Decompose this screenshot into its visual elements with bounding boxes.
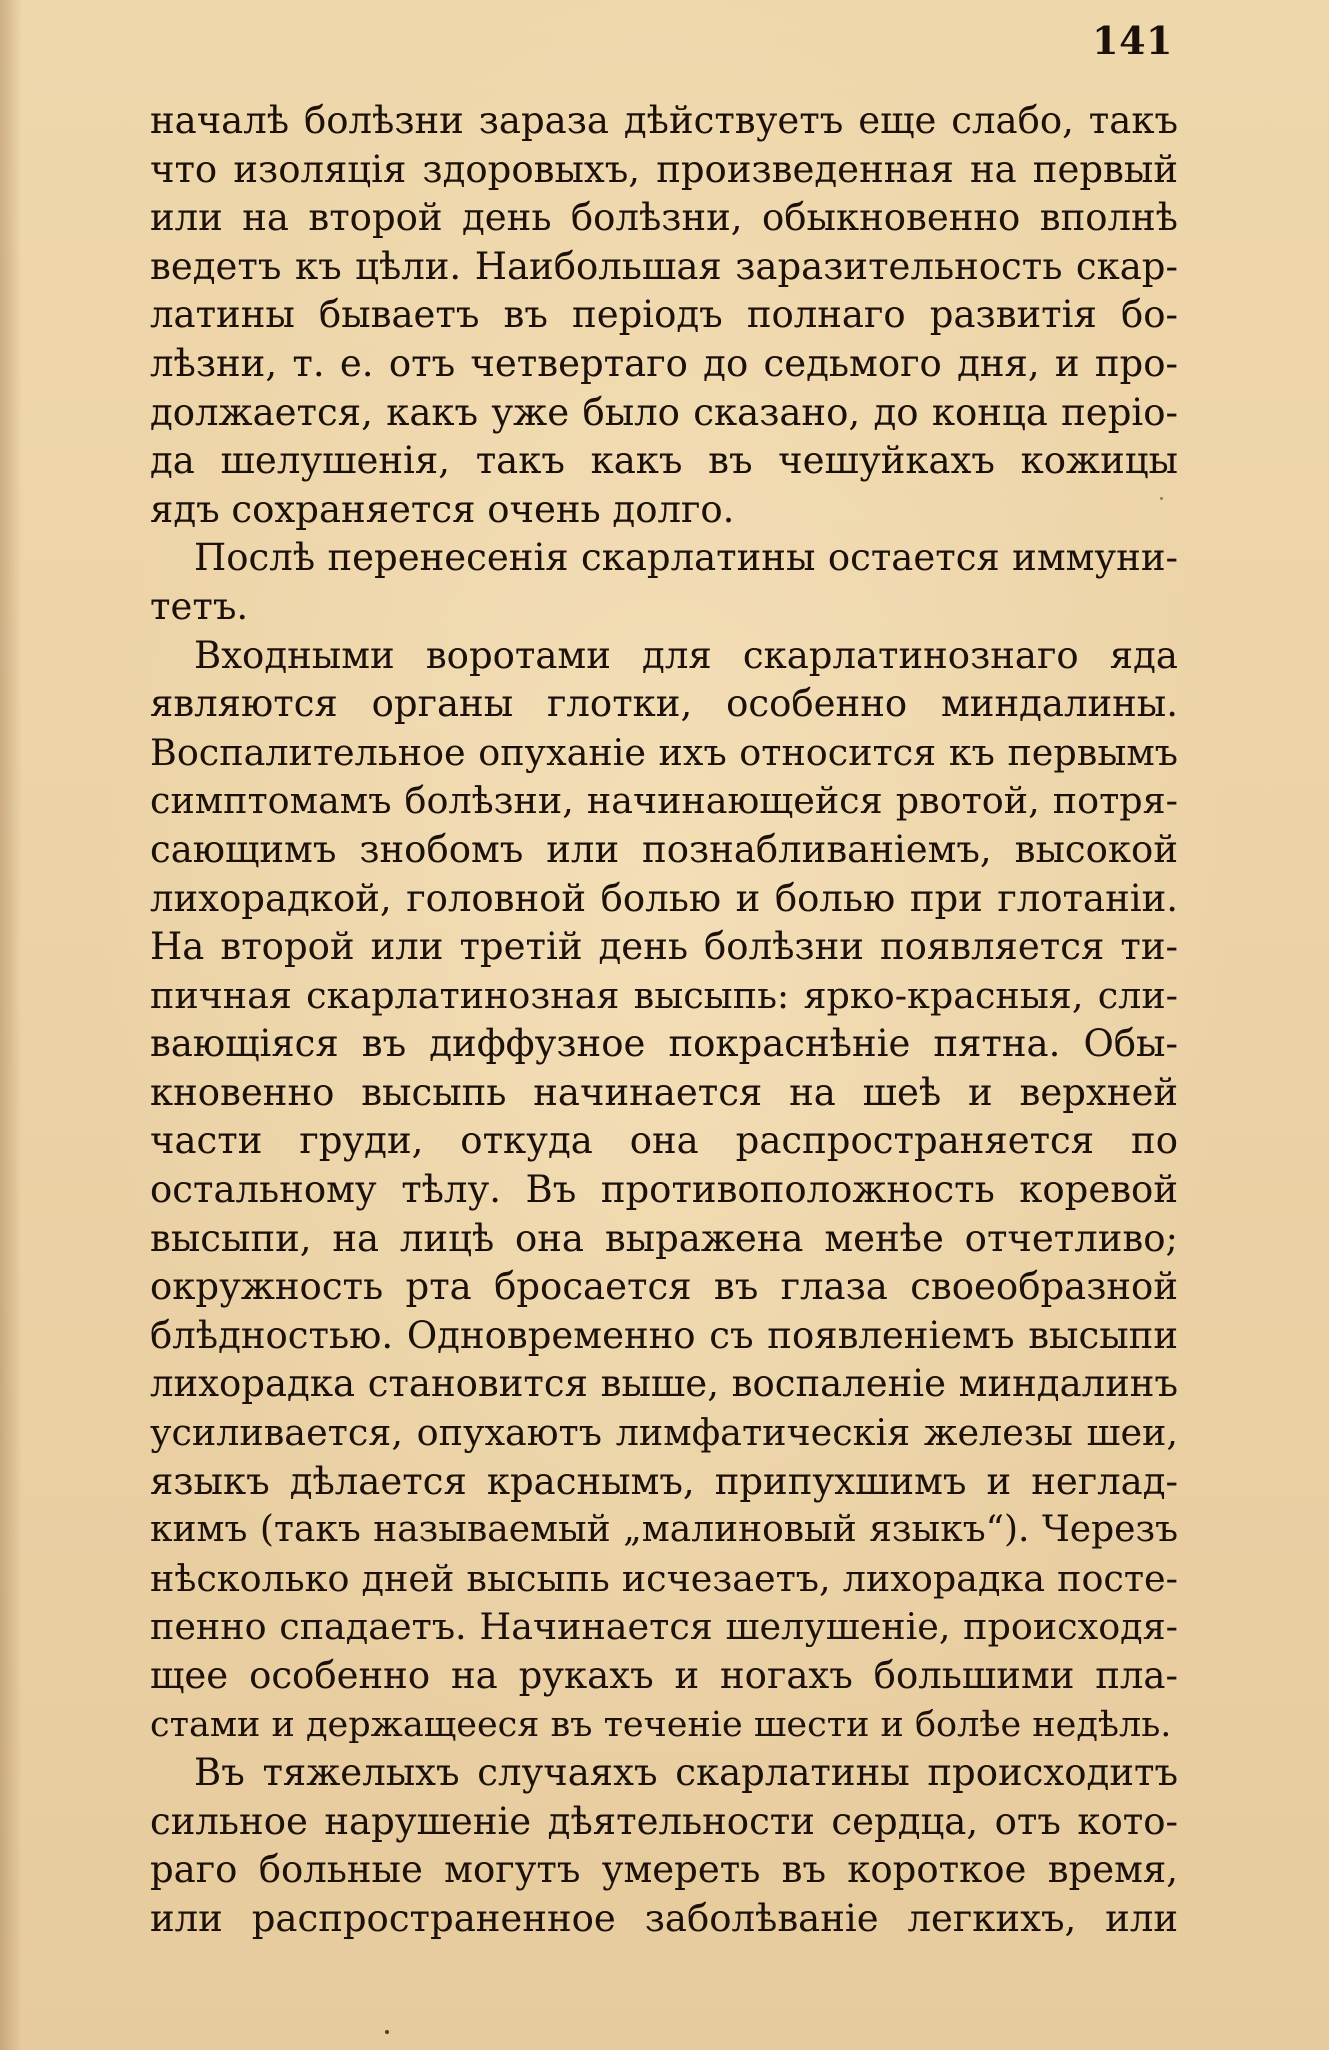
- text-line: языкъ дѣлается краснымъ, припухшимъ и неглад-: [150, 1459, 1178, 1503]
- text-line: нѣсколько дней высыпь исчезаетъ, лихорадка посте-: [150, 1556, 1178, 1600]
- text-line: блѣдностью. Одновременно съ появленіемъ высыпи: [150, 1313, 1178, 1357]
- text-line: высыпи, на лицѣ она выражена менѣе отчетливо;: [150, 1216, 1178, 1260]
- text-line: щее особенно на рукахъ и ногахъ большими пла-: [150, 1654, 1178, 1697]
- body-text: [150, 97, 1178, 1944]
- text-line: ведетъ къ цѣли. Наибольшая заразительность скар-: [150, 244, 1178, 288]
- page-edge-shadow: [0, 0, 22, 2050]
- paragraph-start-line: Въ тяжелыхъ случаяхъ скарлатины происходитъ: [194, 1751, 1178, 1795]
- text-line: раго больные могутъ умереть въ короткое время,: [150, 1848, 1178, 1892]
- text-line: или распространенное заболѣваніе легкихъ, или: [150, 1896, 1178, 1940]
- text-line: части груди, откуда она распространяется по: [150, 1119, 1178, 1163]
- text-line: началѣ болѣзни зараза дѣйствуетъ еще слабо, такъ: [150, 99, 1178, 142]
- paragraph-start-line: Послѣ перенесенія скарлатины остается иммуни-: [194, 536, 1178, 580]
- text-line: усиливается, опухаютъ лимфатическія железы шеи,: [150, 1411, 1178, 1455]
- text-line: сильное нарушеніе дѣятельности сердца, отъ кото-: [150, 1799, 1178, 1843]
- text-line: должается, какъ уже было сказано, до конца періо-: [150, 390, 1178, 434]
- text-line: стами и держащееся въ теченіе шести и болѣе недѣль.: [150, 1704, 1172, 1745]
- text-line: лихорадкой, головной болью и болью при глотаніи.: [150, 876, 1178, 920]
- ink-speck: [385, 2030, 389, 2034]
- text-line: окружность рта бросается въ глаза своеобразной: [150, 1265, 1178, 1309]
- text-line: ядъ сохраняется очень долго.: [150, 487, 735, 531]
- ink-speck: [1160, 497, 1163, 500]
- text-line: вающіяся въ диффузное покраснѣніе пятна. Обы-: [150, 1022, 1178, 1066]
- text-line: На второй или третій день болѣзни появляется ти-: [150, 925, 1178, 969]
- text-line: что изоляція здоровыхъ, произведенная на первый: [150, 147, 1178, 191]
- text-line: или на второй день болѣзни, обыкновенно вполнѣ: [150, 196, 1178, 240]
- text-line: являются органы глотки, особенно миндалины.: [150, 682, 1178, 726]
- text-line: Воспалительное опуханіе ихъ относится къ первымъ: [150, 730, 1178, 774]
- text-line: лѣзни, т. е. отъ четвертаго до седьмого дня, и про-: [150, 341, 1178, 385]
- text-line: остальному тѣлу. Въ противоположность коревой: [150, 1168, 1178, 1212]
- text-line: да шелушенія, такъ какъ въ чешуйкахъ кожицы: [150, 439, 1178, 483]
- text-line: латины бываетъ въ періодъ полнаго развитія бо-: [150, 293, 1178, 337]
- text-line: лихорадка становится выше, воспаленіе миндалинъ: [150, 1362, 1178, 1406]
- text-line: симптомамъ болѣзни, начинающейся рвотой, потря-: [150, 779, 1178, 823]
- page-number: 141: [1092, 18, 1173, 63]
- text-line: пенно спадаетъ. Начинается шелушеніе, происходя-: [150, 1605, 1178, 1649]
- text-line: тетъ.: [150, 584, 249, 628]
- paragraph-start-line: Входными воротами для скарлатинознаго яда: [194, 633, 1178, 677]
- text-line: кновенно высыпь начинается на шеѣ и верхней: [150, 1070, 1178, 1114]
- text-line: кимъ (такъ называемый „малиновый языкъ“). Черезъ: [150, 1509, 1178, 1551]
- text-line: пичная скарлатинозная высыпь: ярко-красныя, сли-: [150, 973, 1178, 1017]
- text-line: сающимъ знобомъ или познабливаніемъ, высокой: [150, 827, 1178, 871]
